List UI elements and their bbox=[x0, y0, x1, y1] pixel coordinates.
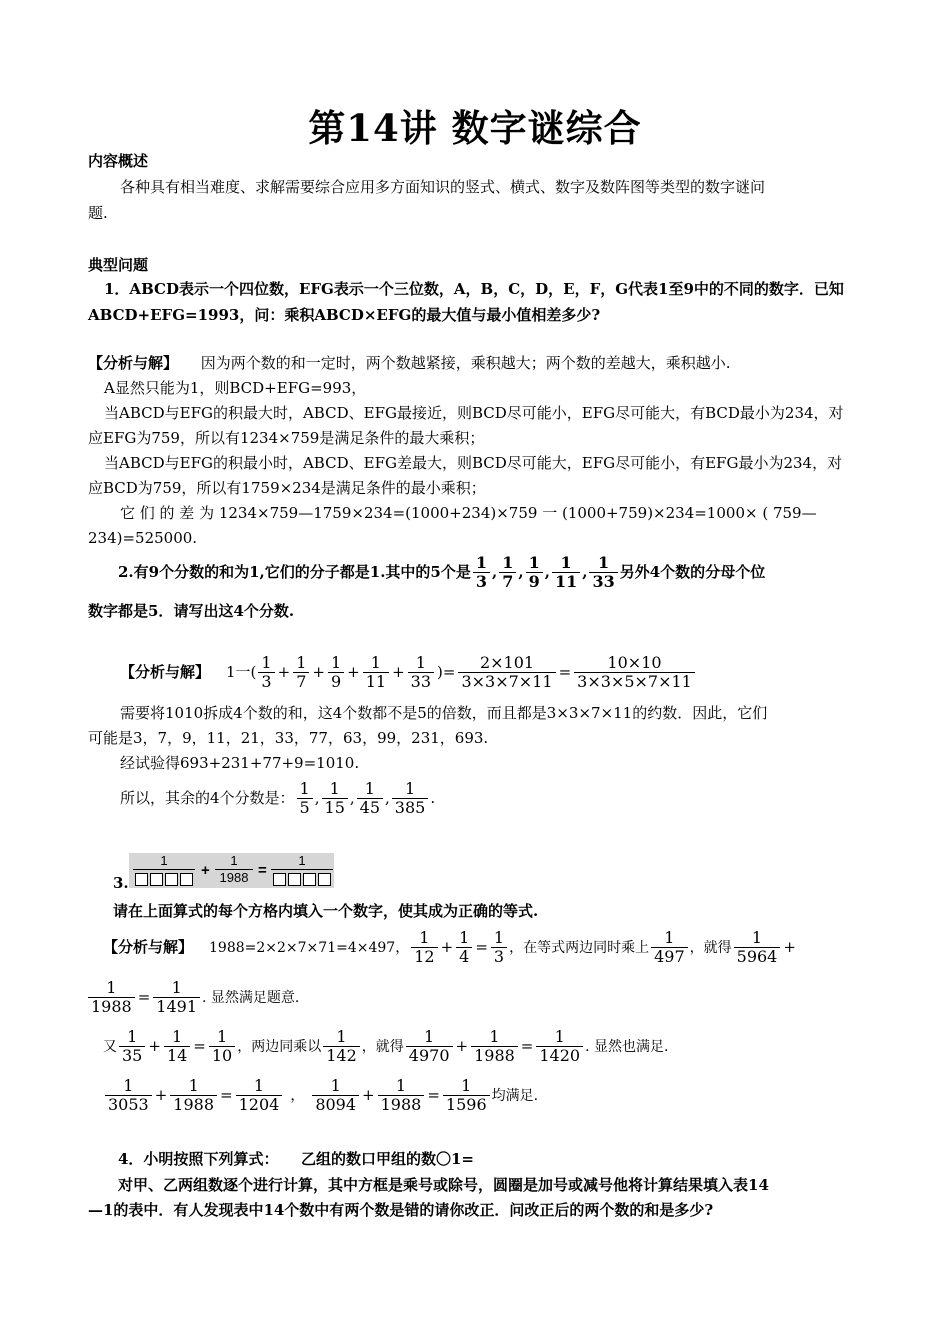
fraction: $\frac{1}{15}$ bbox=[322, 780, 348, 817]
p1-answer-line3: 当ABCD与EFG的积最大时，ABCD、EFG最接近，则BCD尽可能小，EFG尽可能大，有BCD最小为234，对 bbox=[104, 404, 844, 422]
fraction: $\frac{1}{10}$ bbox=[209, 1028, 235, 1065]
fraction: $\frac{1}{1204}$ bbox=[236, 1077, 283, 1114]
fraction: $\frac{1}{33}$ bbox=[408, 654, 434, 691]
p3-answer-line1: 【分析与解】 1988=2×2×7×71=4×497， $\frac{1}{12}$ + $\frac{1}{4}$ = $\frac{1}{3}$ ，在等式两边同时乘上 $\frac{1}{497}$ ，就得 $\frac{1}{5964}$ + bbox=[103, 927, 796, 966]
p2-answer-line3: 经试验得693+231+77+9=1010. bbox=[120, 754, 360, 772]
fraction: $\frac{1}{1988}$ bbox=[88, 979, 135, 1016]
overview-heading: 内容概述 bbox=[88, 152, 149, 170]
p3-equation-image: 1 + 1 1988 = 1 bbox=[129, 853, 334, 888]
fraction: $\frac{1}{9}$ bbox=[526, 554, 543, 591]
p2-question-prefix: 2.有9个分数的和为1,它们的分子都是1.其中的5个是 bbox=[118, 563, 471, 581]
fraction: $\frac{1}{497}$ bbox=[651, 929, 688, 966]
p3-question: 请在上面算式的每个方格内填入一个数字，使其成为正确的等式. bbox=[113, 902, 539, 920]
fraction: $\frac{1}{33}$ bbox=[589, 554, 617, 591]
page-title: 第14讲 数字谜综合 bbox=[308, 106, 642, 150]
fraction: $\frac{1}{385}$ bbox=[392, 780, 429, 817]
fraction: $\frac{1}{14}$ bbox=[164, 1028, 190, 1065]
fraction: $\frac{1}{11}$ bbox=[363, 654, 389, 691]
p3-number: 3. bbox=[113, 874, 129, 892]
fraction: $\frac{1}{4970}$ bbox=[406, 1028, 453, 1065]
fraction: $\frac{1}{7}$ bbox=[293, 654, 309, 691]
fraction: $\frac{1}{35}$ bbox=[119, 1028, 145, 1065]
typical-heading: 典型问题 bbox=[88, 256, 149, 274]
overview-body-line1: 各种具有相当难度、求解需要综合应用多方面知识的竖式、横式、数字及数阵图等类型的数字谜问 bbox=[120, 178, 766, 196]
p2-question-suffix: 另外4个数的分母个位 bbox=[619, 563, 766, 581]
p1-answer-line5: 当ABCD与EFG的积最小时，ABCD、EFG差最大，则BCD尽可能大，EFG尽可能小，有EFG最小为234，对 bbox=[104, 454, 843, 472]
p1-question-line1: 1．ABCD表示一个四位数，EFG表示一个三位数，A，B，C，D，E，F，G代表1至9中的不同的数字．已知 bbox=[104, 280, 844, 298]
fraction: $\frac{1}{7}$ bbox=[499, 554, 516, 591]
p2-answer-line4: 所以，其余的4个分数是： $\frac{1}{5}$ , $\frac{1}{15}$ , $\frac{1}{45}$ , $\frac{1}{385}$ . bbox=[120, 778, 436, 817]
fraction: $\frac{1}{3}$ bbox=[491, 929, 507, 966]
p3-answer-line2: $\frac{1}{1988}$ = $\frac{1}{1491}$ . 显然满足题意. bbox=[86, 974, 299, 1020]
fraction: $\frac{1}{45}$ bbox=[357, 780, 383, 817]
p2-question-line1: 2.有9个分数的和为1,它们的分子都是1.其中的5个是 $\frac{1}{3}$ , $\frac{1}{7}$ , $\frac{1}{9}$ , $\frac{1}{11}$ , $\frac{1}{33}$ 另外4个数的分母个位 bbox=[118, 552, 766, 591]
p1-analysis-tag: 【分析与解】 bbox=[88, 354, 179, 372]
p1-answer-line6: 应BCD为759，所以有1759×234是满足条件的最小乘积； bbox=[88, 479, 486, 497]
fraction: $\frac{1}{5964}$ bbox=[734, 929, 781, 966]
p2-answer-line1: 需要将1010拆成4个数的和，这4个数都不是5的倍数，而且都是3×3×7×11的约数．因此，它们 bbox=[120, 704, 768, 722]
p3-answer-line4: $\frac{1}{3053}$ + $\frac{1}{1988}$ = $\frac{1}{1204}$ ， $\frac{1}{8094}$ + $\frac{1}{1988}$ = $\frac{1}{1596}$ 均满足. bbox=[103, 1072, 538, 1118]
fraction: $\frac{1}{1596}$ bbox=[443, 1077, 490, 1114]
p1-answer-line4: 应EFG为759，所以有1234×759是满足条件的最大乘积； bbox=[88, 429, 485, 447]
image-fraction-middle: 1 1988 bbox=[215, 853, 253, 886]
fraction: $\frac{1}{3053}$ bbox=[105, 1077, 152, 1114]
fraction: $\frac{10\times 10}{3\times 3\times 5\times 7\times 11}$ bbox=[574, 654, 695, 691]
fraction: $\frac{1}{142}$ bbox=[323, 1028, 360, 1065]
p3-analysis-tag: 【分析与解】 bbox=[103, 938, 194, 956]
p1-question-line2: ABCD+EFG=1993，问：乘积ABCD×EFG的最大值与最小值相差多少? bbox=[88, 306, 601, 324]
p2-answer-line2: 可能是3，7，9，11，21，33，77，63，99，231，693. bbox=[88, 729, 489, 747]
p4-question-line1: 4．小明按照下列算式： 乙组的数口甲组的数〇1= bbox=[118, 1150, 474, 1168]
fraction: $\frac{1}{1420}$ bbox=[536, 1028, 583, 1065]
p2-analysis-tag: 【分析与解】 bbox=[120, 663, 211, 681]
fraction: $\frac{1}{9}$ bbox=[328, 654, 344, 691]
fraction: $\frac{1}{4}$ bbox=[456, 929, 472, 966]
fraction: $\frac{2\times 101}{3\times 3\times 7\times 11}$ bbox=[458, 654, 555, 691]
p1-answer-line1: 因为两个数的和一定时，两个数越紧接，乘积越大；两个数的差越大，乘积越小. bbox=[200, 354, 731, 372]
fraction: $\frac{1}{1491}$ bbox=[153, 979, 200, 1016]
fraction: $\frac{1}{3}$ bbox=[473, 554, 490, 591]
p1-answer-line2: A显然只能为1，则BCD+EFG=993， bbox=[104, 379, 367, 397]
image-fraction-right: 1 bbox=[271, 853, 333, 887]
fraction: $\frac{1}{11}$ bbox=[552, 554, 580, 591]
fraction: $\frac{1}{5}$ bbox=[297, 780, 313, 817]
p4-question-line2: 对甲、乙两组数逐个进行计算，其中方框是乘号或除号，圆圈是加号或减号他将计算结果填入表14 bbox=[118, 1176, 769, 1194]
fraction: $\frac{1}{8094}$ bbox=[312, 1077, 359, 1114]
p2-question-line2: 数字都是5．请写出这4个分数. bbox=[88, 602, 295, 620]
fraction: $\frac{1}{1988}$ bbox=[471, 1028, 518, 1065]
p4-question-line3: —1的表中．有人发现表中14个数中有两个数是错的请你改正．问改正后的两个数的和是多少? bbox=[88, 1201, 714, 1219]
fraction: $\frac{1}{3}$ bbox=[258, 654, 274, 691]
image-fraction-left: 1 bbox=[133, 853, 195, 887]
fraction: $\frac{1}{12}$ bbox=[411, 929, 437, 966]
fraction: $\frac{1}{1988}$ bbox=[170, 1077, 217, 1114]
p2-equation: 【分析与解】 1一( $\frac{1}{3}$ + $\frac{1}{7}$ + $\frac{1}{9}$ + $\frac{1}{11}$ + $\frac{1}{33}$ )= $\frac{2\times 101}{3\times 3\times 7\times 11}$ = $\frac{10\times 10}{3\times 3\times 5\times 7\times 11}$ bbox=[120, 650, 697, 694]
p3-answer-line3: 又 $\frac{1}{35}$ + $\frac{1}{14}$ = $\frac{1}{10}$ ，两边同乘以 $\frac{1}{142}$ ，就得 $\frac{1}{4970}$ + $\frac{1}{1988}$ = $\frac{1}{1420}$ . 显然也满足. bbox=[103, 1026, 669, 1065]
fraction: $\frac{1}{1988}$ bbox=[378, 1077, 425, 1114]
p1-answer-line7: 它 们 的 差 为 1234×759—1759×234=(1000+234)×759 一 (1000+759)×234=1000× ( 759— bbox=[120, 504, 817, 522]
p1-answer-line8: 234)=525000. bbox=[88, 529, 198, 547]
overview-body-line2: 题. bbox=[88, 204, 108, 222]
